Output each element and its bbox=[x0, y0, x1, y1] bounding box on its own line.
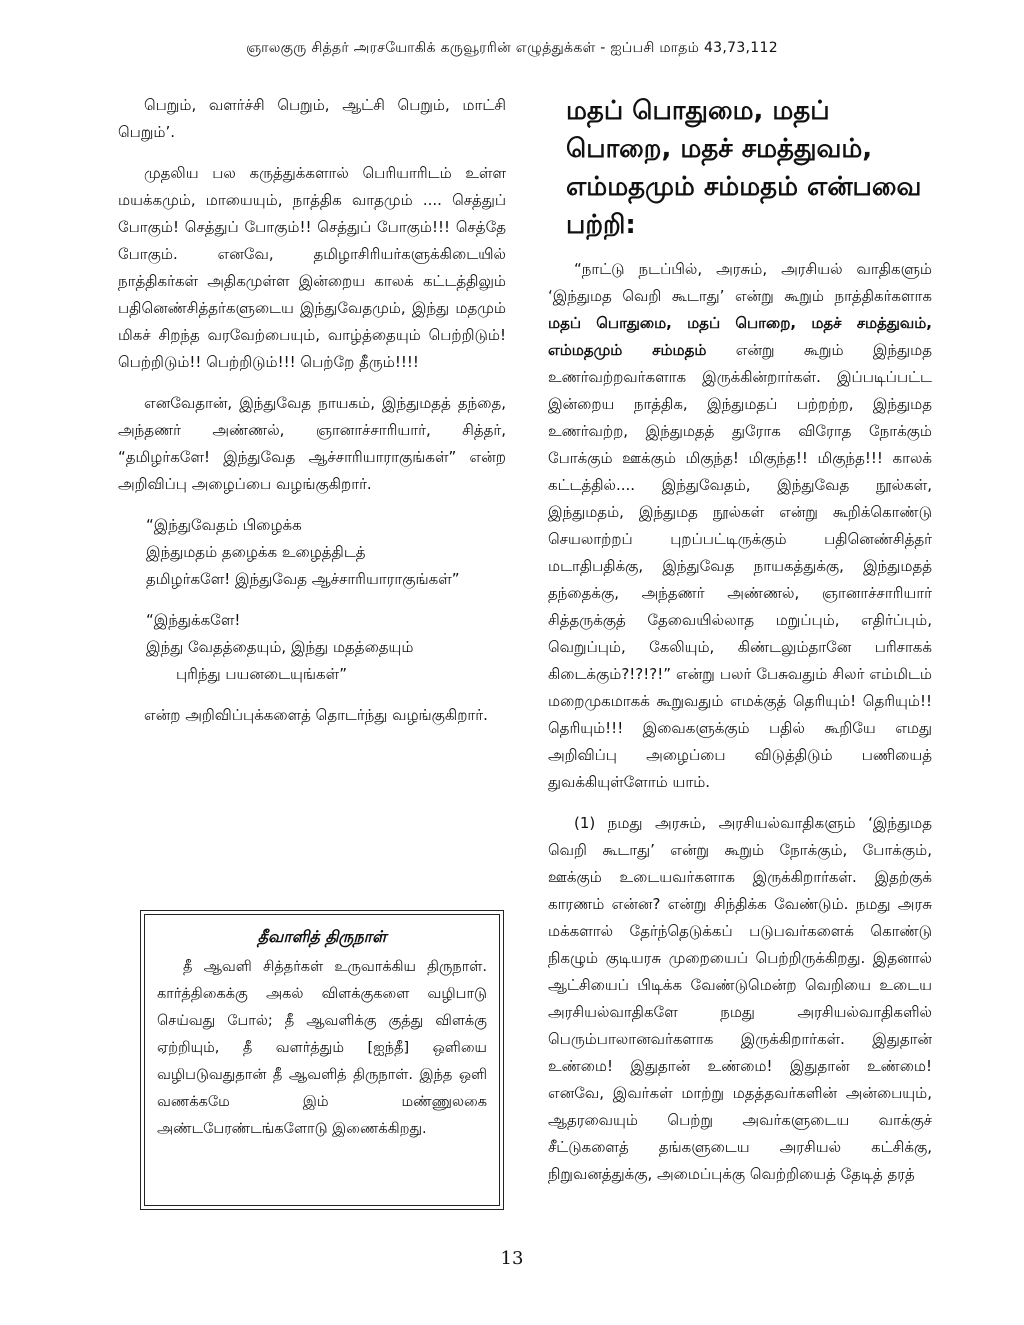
verse-block bbox=[146, 607, 506, 688]
verse-line: இந்துமதம் தழைக்க உழைத்திடத் bbox=[146, 543, 366, 561]
verse-line: “இந்துவேதம் பிழைக்க bbox=[146, 516, 302, 534]
bold-phrase: மதப் பொதுமை, மதப் பொறை, மதச் சமத்துவம், எம்மதமும் சம்மதம் bbox=[548, 314, 932, 359]
paragraph: முதலிய பல கருத்துக்களால் பெரியாரிடம் உள்ள மயக்கமும், மாயையும், நாத்திக வாதமும் .... செத்துப் போகும்! செத்துப் போகும்!! செத்துப் போகும்!!! செத்தே போகும். எனவே, தமிழாசிரியர்களுக்கிடையில் நாத்திகர்கள் அதிகமுள்ள இன்றைய காலக் கட்டத்திலும் பதினெண்சித்தர்களுடைய இந்துவேதமும், இந்து மதமும் மிகச் சிறந்த வரவேற்பையும், வாழ்த்தையும் பெற்றிடும்! பெற்றிடும்!! பெற்றிடும்!!! பெற்றே தீரும்!!!! bbox=[118, 164, 506, 371]
box-body: தீ ஆவளி சித்தர்கள் உருவாக்கிய திருநாள். கார்த்திகைக்கு அகல் விளக்குகளை வழிபாடு செய்வது போல்; தீ ஆவளிக்கு குத்து விளக்கு ஏற்றியும், தீ வளர்த்தும் [ஐந்தீ] ஒளியை வழிபடுவதுதான் தீ ஆவளித் திருநாள். இந்த ஒளி வணக்கமே இம் மண்ணுலகை அண்டபேரண்டங்களோடு இணைக்கிறது. bbox=[157, 959, 487, 1137]
verse-line: “இந்துக்களே! bbox=[146, 611, 241, 629]
paragraph bbox=[548, 256, 932, 796]
text-run: “நாட்டு நடப்பில், அரசும், அரசியல் வாதிகளும் ‘இந்துமத வெறி கூடாது’ என்று கூறும் நாத்திகர்களாக bbox=[548, 260, 932, 305]
paragraph: பெறும், வளர்ச்சி பெறும், ஆட்சி பெறும், மாட்சி பெறும்’. bbox=[118, 96, 506, 141]
verse-line: தமிழர்களே! இந்துவேத ஆச்சாரியாராகுங்கள்” bbox=[146, 570, 460, 588]
running-header: ஞாலகுரு சித்தர் அரசயோகிக் கருவூரரின் எழுத்துக்கள் - ஐப்பசி மாதம் 43,73,112 bbox=[246, 40, 778, 56]
deepavali-box bbox=[140, 910, 504, 1210]
box-title: தீவாளித் திருநாள் bbox=[257, 927, 387, 946]
text-run: என்று கூறும் இந்துமத உணர்வற்றவர்களாக இருக்கின்றார்கள். இப்படிப்பட்ட இன்றைய நாத்திக, இந்துமதப் பற்றற்ற, இந்துமத உணர்வற்ற, இந்துமதத் துரோக விரோத நோக்கும் போக்கும் ஊக்கும் மிகுந்த! மிகுந்த!! மிகுந்த!!! காலக் கட்டத்தில்.... இந்துவேதம், இந்துவேத நூல்கள், இந்துமதம், இந்துமத நூல்கள் என்று கூறிக்கொண்டு செயலாற்றப் புறப்பட்டிருக்கும் பதினெண்சித்தர் மடாதிபதிக்கு, இந்துவேத நாயகத்துக்கு, இந்துமதத் தந்தைக்கு, அந்தணர் அண்ணல், ஞானாச்சாரியார் சித்தருக்குத் தேவையில்லாத மறுப்பும், எதிர்ப்பும், வெறுப்பும், கேலியும், கிண்டலும்தானே பரிசாகக் கிடைக்கும்?!?!?!” என்று பலர் பேசுவதும் சிலர் எம்மிடம் மறைமுகமாகக் கூறுவதும் எமக்குத் தெரியும்! தெரியும்!! தெரியும்!!! இவைகளுக்கும் பதில் கூறியே எமது அறிவிப்பு அழைப்பை விடுத்திடும் பணியைத் துவக்கியுள்ளோம் யாம். bbox=[548, 341, 932, 791]
paragraph: எனவேதான், இந்துவேத நாயகம், இந்துமதத் தந்தை, அந்தணர் அண்ணல், ஞானாச்சாரியார், சித்தர், “தமிழர்களே! இந்துவேத ஆச்சாரியாராகுங்கள்” என்ற அறிவிப்பு அழைப்பை வழங்குகிறார். bbox=[118, 394, 506, 493]
page-number: 13 bbox=[500, 1248, 524, 1269]
left-column bbox=[118, 92, 506, 743]
verse-block bbox=[146, 512, 506, 593]
right-column bbox=[548, 92, 932, 1202]
box-inner-frame bbox=[144, 914, 500, 1206]
paragraph: (1) நமது அரசும், அரசியல்வாதிகளும் ‘இந்துமத வெறி கூடாது’ என்று கூறும் நோக்கும், போக்கும், ஊக்கும் உடையவர்களாக இருக்கிறார்கள். இதற்குக் காரணம் என்ன? என்று சிந்திக்க வேண்டும். நமது அரசு மக்களால் தேர்ந்தெடுக்கப் படுபவர்களைக் கொண்டு நிகழும் குடியரசு முறையைப் பெற்றிருக்கிறது. இதனால் ஆட்சியைப் பிடிக்க வேண்டுமென்ற வெறியை உடைய அரசியல்வாதிகளே நமது அரசியல்வாதிகளில் பெரும்பாலானவர்களாக இருக்கிறார்கள். இதுதான் உண்மை! இதுதான் உண்மை! இதுதான் உண்மை! எனவே, இவர்கள் மாற்று மதத்தவர்களின் அன்பையும், ஆதரவையும் பெற்று அவர்களுடைய வாக்குச் சீட்டுகளைத் தங்களுடைய அரசியல் கட்சிக்கு, நிறுவனத்துக்கு, அமைப்புக்கு வெற்றியைத் தேடித் தரத் bbox=[548, 814, 932, 1183]
section-heading: மதப் பொதுமை, மதப் பொறை, மதச் சமத்துவம், எம்மதமும் சம்மதம் என்பவை பற்றி: bbox=[566, 96, 922, 240]
verse-line: இந்து வேதத்தையும், இந்து மதத்தையும் bbox=[146, 638, 414, 656]
paragraph: என்ற அறிவிப்புக்களைத் தொடர்ந்து வழங்குகிறார். bbox=[144, 706, 488, 724]
verse-line: புரிந்து பயனடையுங்கள்” bbox=[176, 665, 347, 683]
